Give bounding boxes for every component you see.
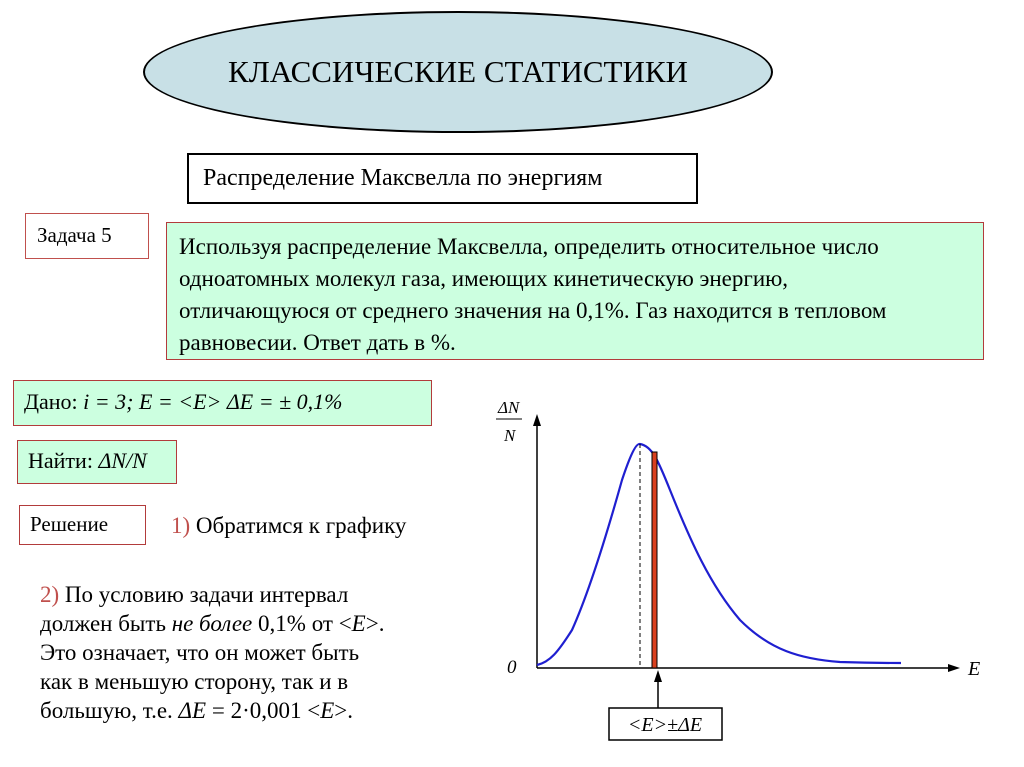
task-line: отличающуюся от среднего значения на 0,1%. Газ находится в тепловом bbox=[179, 298, 887, 323]
solution-label: Решение bbox=[19, 505, 146, 545]
solution-step-2 bbox=[40, 580, 440, 725]
solution-step-1 bbox=[171, 513, 406, 539]
subtitle-box bbox=[187, 153, 698, 204]
step-2-line-a: По условию задачи интервал bbox=[59, 582, 349, 607]
step-2-line-b-part: должен быть bbox=[40, 611, 172, 636]
find-prefix: Найти: bbox=[28, 448, 99, 473]
y-label-denominator: N bbox=[504, 426, 516, 445]
marker-label: <E>±ΔE bbox=[627, 714, 703, 736]
step-2-line-b-part: 0,1% от < bbox=[252, 611, 352, 636]
find-box bbox=[17, 440, 177, 484]
maxwell-distribution-graph bbox=[480, 380, 1000, 755]
x-axis-label: E bbox=[968, 658, 981, 680]
step-2-line-e-part: >. bbox=[334, 698, 354, 723]
task-line: одноатомных молекул газа, имеющих кинетическую энергию, bbox=[179, 266, 789, 291]
step-2-line-d: как в меньшую сторону, так и в bbox=[40, 669, 349, 694]
marker-arrow-head bbox=[654, 670, 662, 682]
title-ellipse bbox=[143, 11, 773, 133]
subtitle-text: Распределение Максвелла по энергиям bbox=[203, 165, 603, 191]
y-label-numerator: ΔN bbox=[498, 398, 520, 417]
step-2-line-c: Это означает, что он может быть bbox=[40, 640, 360, 665]
given-prefix: Дано: bbox=[24, 389, 84, 414]
origin-label: 0 bbox=[507, 657, 517, 678]
delta-e-band bbox=[652, 452, 657, 668]
step-2-emphasis: не более bbox=[171, 611, 253, 636]
given-box bbox=[13, 380, 432, 426]
task-label: Задача 5 bbox=[25, 213, 149, 259]
step-1-number: 1) bbox=[171, 513, 191, 538]
find-value: ΔN/N bbox=[98, 448, 147, 473]
step-2-delta-e: ΔE bbox=[178, 698, 207, 723]
x-axis-arrow bbox=[948, 664, 960, 672]
step-2-symbol-e: E bbox=[320, 698, 335, 723]
task-statement bbox=[166, 222, 984, 360]
step-2-line-b-part: >. bbox=[365, 611, 385, 636]
step-1-text: Обратимся к графику bbox=[190, 513, 407, 538]
step-2-line-e-part: = 2·0,001 < bbox=[206, 698, 321, 723]
task-line: равновесии. Ответ дать в %. bbox=[179, 330, 456, 355]
page-title: КЛАССИЧЕСКИЕ СТАТИСТИКИ bbox=[228, 54, 688, 89]
step-2-number: 2) bbox=[40, 582, 60, 607]
distribution-curve bbox=[537, 444, 901, 665]
step-2-symbol-e: E bbox=[351, 611, 366, 636]
task-line: Используя распределение Максвелла, определить относительное число bbox=[179, 234, 879, 259]
step-2-line-e-part: большую, т.е. bbox=[40, 698, 179, 723]
y-axis-arrow bbox=[533, 414, 541, 426]
given-value: i = 3; E = <E> ΔE = ± 0,1% bbox=[83, 389, 343, 414]
